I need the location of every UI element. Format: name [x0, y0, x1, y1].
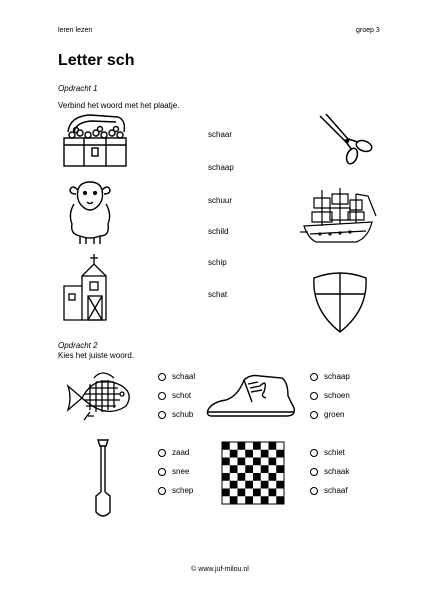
option-schot[interactable] [158, 391, 191, 400]
option-label: zaad [172, 448, 190, 457]
option-schaaf[interactable] [310, 486, 348, 495]
option-label: schaak [324, 467, 350, 476]
opdracht2-instruction: Kies het juiste woord. [58, 351, 135, 360]
ship-icon [300, 186, 378, 248]
sheep-icon [64, 180, 116, 246]
option-label: schaal [172, 372, 196, 381]
option-schiet[interactable] [310, 448, 345, 457]
word-schild: schild [208, 227, 229, 236]
page-title: Letter sch [58, 52, 135, 69]
option-label: schoen [324, 391, 350, 400]
radio-button[interactable] [158, 449, 166, 457]
barn-icon [60, 252, 122, 322]
option-label: snee [172, 467, 190, 476]
option-label: schiet [324, 448, 345, 457]
radio-button[interactable] [310, 449, 318, 457]
shovel-icon [92, 438, 114, 520]
header-left: leren lezen [58, 27, 93, 34]
option-schaap[interactable] [310, 372, 350, 381]
option-label: schub [172, 410, 194, 419]
word-schip: schip [208, 258, 227, 267]
option-schaal[interactable] [158, 372, 195, 381]
word-schaap: schaap [208, 163, 234, 172]
option-schub[interactable] [158, 410, 193, 419]
radio-button[interactable] [158, 373, 166, 381]
radio-button[interactable] [158, 487, 166, 495]
checkerboard-icon [222, 442, 284, 504]
radio-button[interactable] [310, 487, 318, 495]
treasure-chest-icon [60, 112, 132, 170]
shield-icon [310, 270, 370, 334]
word-schuur: schuur [208, 196, 233, 205]
option-zaad[interactable] [158, 448, 189, 457]
word-schat: schat [208, 290, 228, 299]
scissors-icon [312, 112, 372, 168]
footer-copyright: © www.juf-milou.nl [191, 566, 249, 573]
option-label: schaaf [324, 486, 348, 495]
header-right: groep 3 [356, 27, 380, 34]
fish-icon [66, 364, 136, 428]
radio-button[interactable] [310, 468, 318, 476]
shoe-icon [204, 372, 298, 420]
radio-button[interactable] [158, 468, 166, 476]
option-schep[interactable] [158, 486, 193, 495]
option-schoen[interactable] [310, 391, 350, 400]
option-label: schep [172, 486, 194, 495]
word-schaar: schaar [208, 130, 233, 139]
opdracht2-heading: Opdracht 2 [58, 341, 98, 350]
option-groen[interactable] [310, 410, 344, 419]
radio-button[interactable] [158, 411, 166, 419]
radio-button[interactable] [158, 392, 166, 400]
radio-button[interactable] [310, 373, 318, 381]
option-snee[interactable] [158, 467, 189, 476]
radio-button[interactable] [310, 411, 318, 419]
option-label: schaap [324, 372, 350, 381]
option-schaak[interactable] [310, 467, 349, 476]
radio-button[interactable] [310, 392, 318, 400]
opdracht1-heading: Opdracht 1 [58, 84, 98, 93]
option-label: schot [172, 391, 192, 400]
option-label: groen [324, 410, 345, 419]
opdracht1-instruction: Verbind het woord met het plaatje. [58, 101, 180, 110]
